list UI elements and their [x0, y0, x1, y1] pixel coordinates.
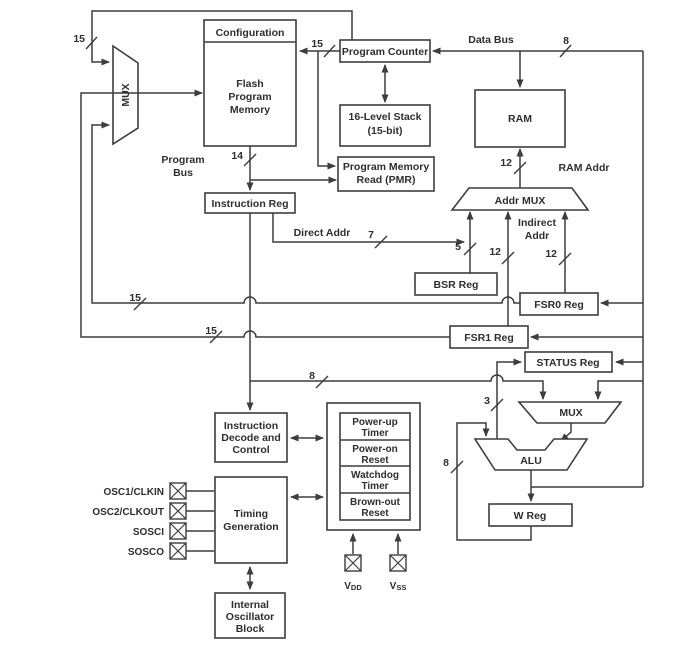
alu-mux-label: MUX	[559, 407, 583, 419]
brownout-reset-label-line2: Reset	[361, 508, 389, 519]
iob-label-line2: Oscillator	[225, 611, 275, 623]
flash-label-line2: Program	[228, 91, 272, 103]
stack-label-line1: 16-Level Stack	[348, 111, 422, 123]
width-fsr1-addrmux: 12	[489, 246, 501, 258]
pc-to-pmr-wire	[318, 51, 335, 166]
sosco-pad-icon	[170, 543, 186, 559]
osc1-pin-label: OSC1/CLKIN	[103, 487, 164, 498]
alu-label: ALU	[520, 455, 542, 467]
pmr-label-line2: Read (PMR)	[356, 174, 416, 186]
decode-label-line3: Control	[232, 444, 270, 456]
timing-label-line1: Timing	[233, 508, 269, 520]
configuration-label: Configuration	[215, 27, 285, 39]
bsr-reg-label: BSR Reg	[433, 279, 479, 291]
instruction-reg-label: Instruction Reg	[211, 198, 289, 210]
ram-label: RAM	[508, 113, 532, 125]
powerup-timer-label-line1: Power-up	[352, 417, 398, 428]
program-mux-label: MUX	[120, 83, 132, 107]
vdd-pad-icon	[345, 555, 361, 571]
osc2-pad-icon	[170, 503, 186, 519]
ram-addr-label: RAM Addr	[558, 162, 610, 174]
sosci-pad-icon	[170, 523, 186, 539]
slash-literal-bus	[316, 376, 328, 388]
fsr0-reg-label: FSR0 Reg	[534, 299, 584, 311]
sosci-pin-label: SOSCI	[132, 527, 164, 538]
direct-addr-label: Direct Addr	[293, 227, 351, 239]
osc2-pin-label: OSC2/CLKOUT	[92, 507, 164, 518]
databus-to-mux-wire	[598, 381, 643, 399]
vss-pad-icon	[390, 555, 406, 571]
pmr-label-line1: Program Memory	[342, 161, 430, 173]
poweron-reset-label-line2: Reset	[361, 455, 389, 466]
brownout-reset-label-line1: Brown-out	[350, 497, 400, 508]
width-fsr1-leftmux: 15	[205, 325, 217, 337]
width-alu-status: 3	[484, 395, 490, 407]
osc1-pad-icon	[170, 483, 186, 499]
width-direct-addr: 7	[368, 229, 374, 241]
width-pc-to-mux: 15	[73, 33, 85, 45]
literal-bus-wire	[250, 375, 543, 399]
width-data-bus: 8	[563, 35, 569, 47]
vdd-pin-label: VDD	[344, 581, 362, 592]
iob-label-line1: Internal	[231, 599, 269, 611]
width-ram-addr: 12	[500, 157, 512, 169]
watchdog-timer-label-line2: Timer	[361, 481, 389, 492]
addr-mux-label: Addr MUX	[494, 195, 546, 207]
stack-label-line2: (15-bit)	[367, 125, 403, 137]
program-bus-label-line1: Program	[161, 154, 205, 166]
watchdog-timer-label-line1: Watchdog	[351, 470, 399, 481]
indirect-addr-label-line2: Addr	[524, 230, 550, 242]
decode-label-line1: Instruction	[223, 420, 279, 432]
vss-pin-label: VSS	[389, 581, 407, 592]
timing-label-line2: Generation	[223, 521, 279, 533]
timing-generation-block	[215, 477, 287, 563]
sosco-pin-label: SOSCO	[127, 547, 164, 558]
w-reg-label: W Reg	[513, 510, 547, 522]
flash-label-line3: Memory	[229, 104, 271, 116]
width-bsr: 5	[455, 241, 461, 253]
program-bus-label-line2: Bus	[173, 167, 193, 179]
decode-label-line2: Decode and	[221, 432, 281, 444]
data-bus-label: Data Bus	[468, 34, 514, 46]
status-reg-label: STATUS Reg	[536, 357, 600, 369]
iob-label-line3: Block	[235, 623, 265, 635]
powerup-timer-label-line2: Timer	[361, 428, 389, 439]
program-counter-label: Program Counter	[341, 46, 429, 58]
width-pc-to-flash: 15	[311, 38, 323, 50]
poweron-reset-label-line1: Power-on	[352, 444, 398, 455]
flash-label-line1: Flash	[236, 78, 264, 90]
width-literal-bus: 8	[309, 370, 315, 382]
width-flash-out: 14	[231, 150, 243, 162]
width-wreg-feedback: 8	[443, 457, 449, 469]
width-fsr0-addrmux: 12	[545, 248, 557, 260]
indirect-addr-label-line1: Indirect	[518, 217, 556, 229]
fsr1-reg-label: FSR1 Reg	[464, 332, 514, 344]
width-fsr0-leftmux: 15	[129, 292, 141, 304]
